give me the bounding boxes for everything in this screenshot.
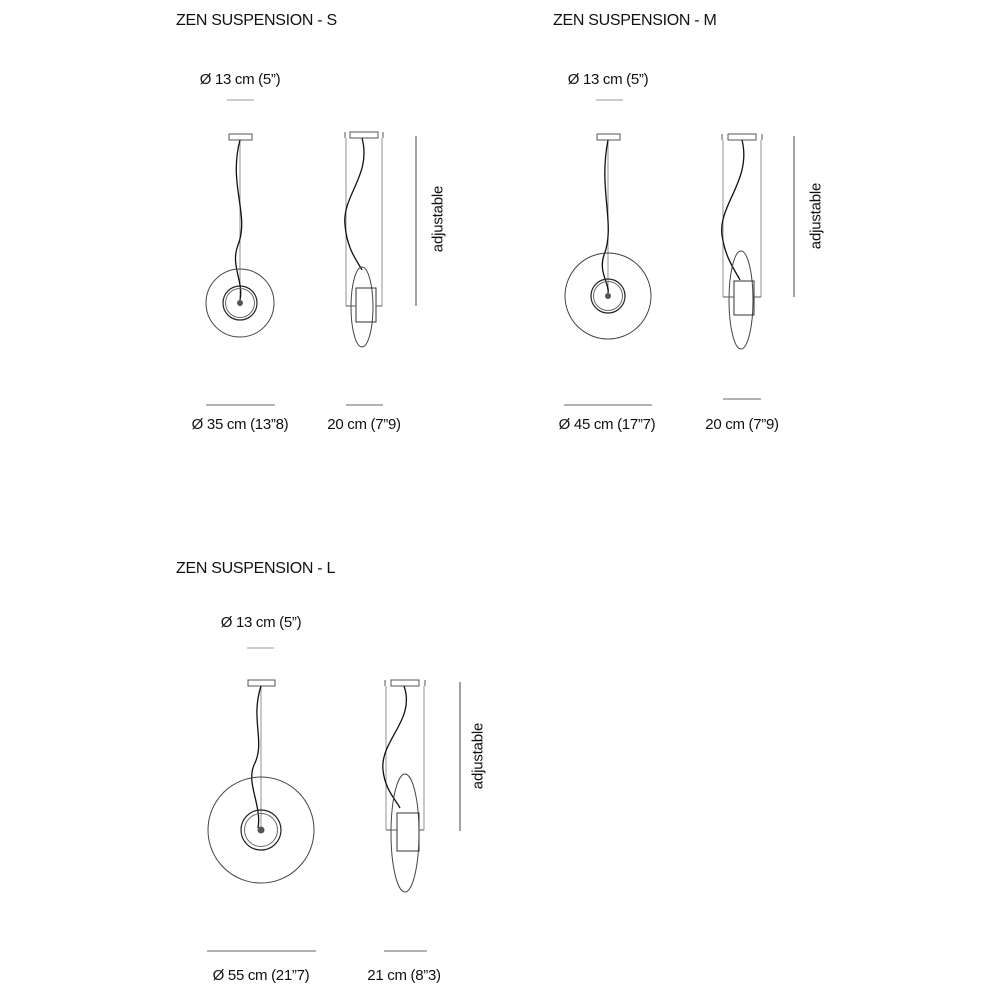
depth-dimension-l: 21 cm (8”3) (367, 967, 441, 984)
power-cable-side-m (722, 140, 744, 280)
power-cable-l (252, 686, 261, 828)
depth-dimension-m: 20 cm (7”9) (705, 416, 779, 433)
diffuser-side-m (729, 251, 753, 349)
diameter-dimension-m: Ø 45 cm (17”7) (558, 416, 656, 433)
canopy-side-l (391, 680, 419, 686)
power-cable-s (235, 140, 241, 300)
adjustable-label-s: adjustable (429, 185, 447, 253)
canopy-side-s (350, 132, 378, 138)
product-title-m: ZEN SUSPENSION - M (553, 12, 717, 29)
center-hub-l (258, 827, 265, 834)
lamp-l-side-view (383, 680, 460, 951)
canopy-l (248, 680, 275, 686)
canopy-m (597, 134, 620, 140)
lamp-s-side-view (345, 132, 416, 405)
center-hub-s (237, 300, 243, 306)
center-hub-m (605, 293, 611, 299)
canopy-side-m (728, 134, 756, 140)
light-body-side-m (734, 281, 754, 315)
canopy-s (229, 134, 252, 140)
depth-dimension-s: 20 cm (7”9) (327, 416, 401, 433)
light-body-side-l (397, 813, 419, 851)
diffuser-side-s (351, 267, 373, 347)
power-cable-m (602, 140, 608, 293)
canopy-dimension-l: Ø 13 cm (5”) (220, 614, 302, 631)
lamp-m-front-view (564, 100, 652, 405)
product-title-l: ZEN SUSPENSION - L (176, 560, 336, 577)
product-title-s: ZEN SUSPENSION - S (176, 12, 337, 29)
diameter-dimension-l: Ø 55 cm (21”7) (212, 967, 310, 984)
adjustable-label-m: adjustable (807, 182, 825, 250)
adjustable-label-l: adjustable (469, 722, 487, 790)
canopy-dimension-m: Ø 13 cm (5”) (567, 71, 649, 88)
diffuser-side-l (391, 774, 419, 892)
canopy-dimension-s: Ø 13 cm (5”) (199, 71, 281, 88)
lamp-l-front-view (207, 648, 316, 951)
diameter-dimension-s: Ø 35 cm (13”8) (191, 416, 289, 433)
power-cable-side-s (345, 138, 364, 270)
lamp-s-front-view (206, 100, 275, 405)
lamp-m-side-view (722, 134, 794, 399)
